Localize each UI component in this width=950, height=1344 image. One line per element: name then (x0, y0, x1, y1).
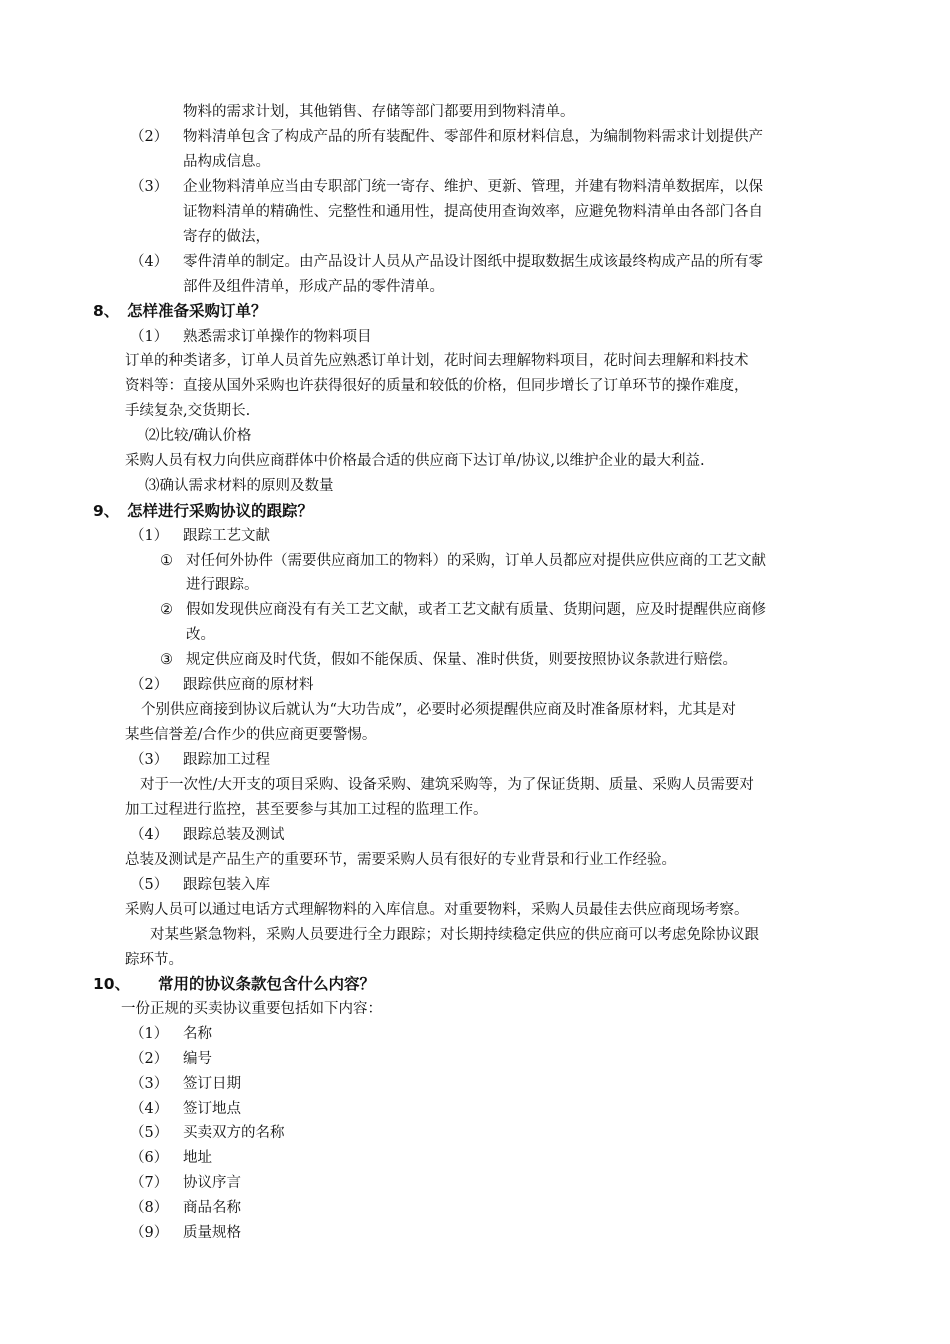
item-label: 签订日期 (183, 1076, 241, 1092)
paragraph-line: 某些信誉差/合作少的供应商更要警惕。 (125, 727, 377, 743)
paragraph-line: 订单的种类诸多，订单人员首先应熟悉订单计划，花时间去理解物料项目，花时间去理解和料技术 (125, 353, 749, 369)
bom-text-line: 品构成信息。 (183, 154, 270, 170)
item-number: （1） (130, 329, 169, 345)
item-label: 跟踪总装及测试 (183, 827, 285, 843)
paragraph-line: 一份正规的买卖协议重要包括如下内容： (121, 1001, 382, 1017)
item-label: 商品名称 (183, 1200, 241, 1216)
item-label: 名称 (183, 1026, 212, 1042)
section-heading: 怎样进行采购协议的跟踪？ (127, 502, 314, 520)
paragraph-line: 采购人员有权力向供应商群体中价格最合适的供应商下达订单/协议,以维护企业的最大利益. (125, 453, 705, 469)
paragraph-line: 踪环节。 (125, 952, 183, 968)
item-number: （3） (130, 752, 169, 768)
paragraph-line: 改。 (186, 627, 215, 643)
item-label: 签订地点 (183, 1101, 241, 1117)
item-number: （3） (130, 1076, 169, 1092)
paragraph-line: 加工过程进行监控，甚至要参与其加工过程的监理工作。 (125, 802, 488, 818)
item-label: 熟悉需求订单操作的物料项目 (183, 329, 372, 345)
bom-text-line: 零件清单的制定。由产品设计人员从产品设计图纸中提取数据生成该最终构成产品的所有零 (183, 254, 763, 270)
item-number: （1） (130, 1026, 169, 1042)
section-heading: 怎样准备采购订单？ (127, 302, 267, 320)
item-label: 质量规格 (183, 1225, 241, 1241)
item-number: （4） (130, 1101, 169, 1117)
circled-marker: ② (160, 602, 173, 618)
item-label: 跟踪包装入库 (183, 877, 270, 893)
circled-marker: ① (160, 553, 173, 569)
item-label: 跟踪工艺文献 (183, 528, 270, 544)
item-number: （5） (130, 877, 169, 893)
bom-text-line: 寄存的做法， (183, 229, 270, 245)
bom-text-line: 证物料清单的精确性、完整性和通用性，提高使用查询效率，应避免物料清单由各部门各自 (183, 204, 763, 220)
item-number: （2） (130, 677, 169, 693)
item-label: 跟踪供应商的原材料 (183, 677, 314, 693)
item-number: （9） (130, 1225, 169, 1241)
paragraph-line: 手续复杂,交货期长. (125, 403, 251, 419)
item-label: ⑶确认需求材料的原则及数量 (145, 478, 334, 494)
paragraph-line: 采购人员可以通过电话方式理解物料的入库信息。对重要物料，采购人员最佳去供应商现场考察。 (125, 902, 749, 918)
section-number: 9、 (93, 502, 120, 520)
item-number: （2） (130, 1051, 169, 1067)
item-number: （2） (130, 129, 169, 145)
paragraph-line: 假如发现供应商没有有关工艺文献，或者工艺文献有质量、货期问题，应及时提醒供应商修 (186, 602, 766, 618)
item-number: （7） (130, 1175, 169, 1191)
paragraph-line: 对任何外协件（需要供应商加工的物料）的采购，订单人员都应对提供应供应商的工艺文献 (186, 553, 766, 569)
item-label: 协议序言 (183, 1175, 241, 1191)
section-number: 8、 (93, 302, 120, 320)
item-label: 买卖双方的名称 (183, 1125, 285, 1141)
paragraph-line: 资料等：直接从国外采购也许获得很好的质量和较低的价格，但同步增长了订单环节的操作难度， (125, 378, 749, 394)
item-number: （5） (130, 1125, 169, 1141)
paragraph-line: 个别供应商接到协议后就认为“大功告成”，必要时必须提醒供应商及时准备原材料，尤其是对 (141, 702, 736, 718)
item-number: （4） (130, 827, 169, 843)
section-heading: 常用的协议条款包含什么内容？ (158, 975, 376, 993)
item-label: 编号 (183, 1051, 212, 1067)
item-label: 地址 (183, 1150, 212, 1166)
bom-text-line: 物料清单包含了构成产品的所有装配件、零部件和原材料信息，为编制物料需求计划提供产 (183, 129, 763, 145)
item-number: （4） (130, 254, 169, 270)
bom-text-line: 企业物料清单应当由专职部门统一寄存、维护、更新、管理，并建有物料清单数据库，以保 (183, 179, 763, 195)
paragraph-line: 总装及测试是产品生产的重要环节，需要采购人员有很好的专业背景和行业工作经验。 (125, 852, 676, 868)
item-number: （8） (130, 1200, 169, 1216)
bom-text-line: 物料的需求计划，其他销售、存储等部门都要用到物料清单。 (183, 104, 575, 120)
item-number: （6） (130, 1150, 169, 1166)
section-number: 10、 (93, 975, 131, 993)
item-label: 跟踪加工过程 (183, 752, 270, 768)
paragraph-line: 进行跟踪。 (186, 577, 259, 593)
bom-text-line: 部件及组件清单，形成产品的零件清单。 (183, 279, 444, 295)
circled-marker: ③ (160, 652, 173, 668)
item-number: （1） (130, 528, 169, 544)
paragraph-line: 对某些紧急物料，采购人员要进行全力跟踪；对长期持续稳定供应的供应商可以考虑免除协议跟 (150, 927, 759, 943)
paragraph-line: 对于一次性/大开支的项目采购、设备采购、建筑采购等，为了保证货期、质量、采购人员需要对 (140, 777, 754, 793)
item-label: ⑵比较/确认价格 (145, 428, 252, 444)
paragraph-line: 规定供应商及时代货，假如不能保质、保量、准时供货，则要按照协议条款进行赔偿。 (186, 652, 737, 668)
item-number: （3） (130, 179, 169, 195)
